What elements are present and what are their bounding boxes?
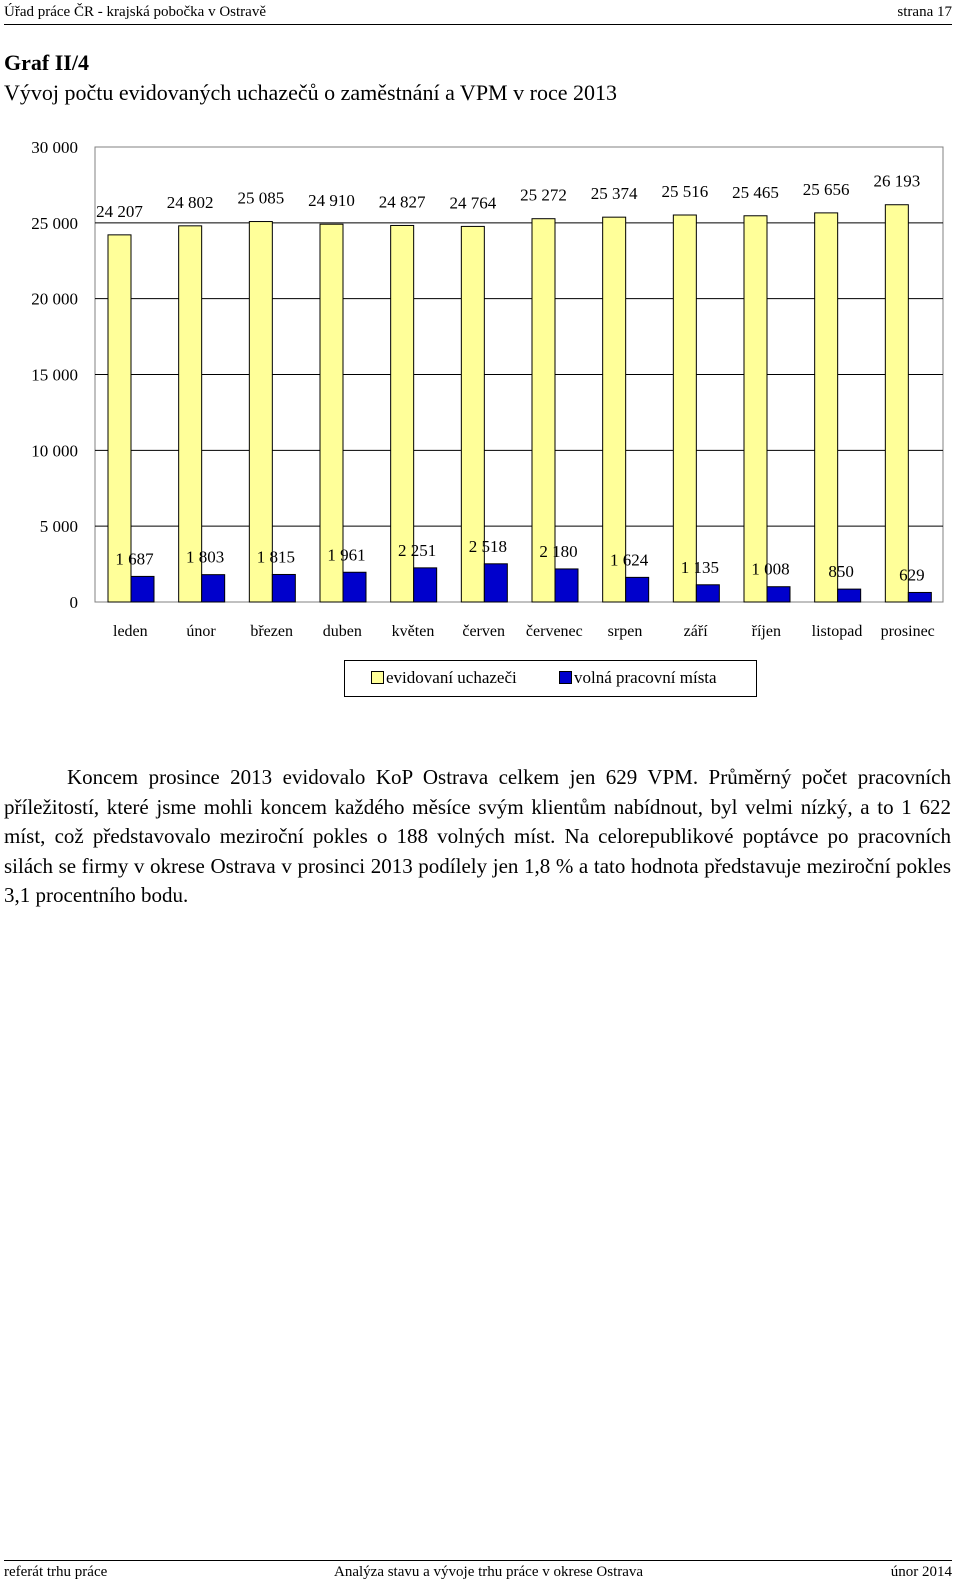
bar-vacancies	[696, 585, 719, 602]
x-category-label: březen	[250, 623, 293, 640]
x-category-label: srpen	[607, 623, 643, 640]
data-label-applicants: 24 207	[96, 201, 143, 221]
bar-vacancies	[908, 592, 931, 602]
data-label-vacancies: 1 687	[115, 549, 154, 569]
data-label-vacancies: 1 135	[680, 557, 719, 577]
bar-applicants	[744, 216, 767, 602]
legend-swatch-applicants	[371, 671, 384, 684]
legend-item-vacancies	[559, 668, 717, 688]
bar-vacancies	[414, 568, 437, 602]
x-category-label: listopad	[811, 623, 863, 640]
x-category-label: září	[683, 623, 708, 640]
bar-applicants	[249, 222, 272, 602]
footer-document-title: Analýza stavu a vývoje trhu práce v okrese Ostrava	[334, 1564, 644, 1580]
bar-vacancies	[343, 572, 366, 602]
bar-vacancies	[767, 587, 790, 602]
data-label-vacancies: 1 961	[327, 545, 366, 565]
bar-vacancies	[484, 564, 507, 602]
bar-chart	[0, 130, 960, 650]
bar-applicants	[179, 226, 202, 602]
commentary-text: Koncem prosince 2013 evidovalo KoP Ostrava celkem jen 629 VPM. Průměrný počet pracovních příležitostí, které jsme mohli koncem každého měsíce svým klientům nabídnout, byl velmi nízký, a to 1 622 míst, což představovalo meziroční pokles o 188 volných míst. Na celorepublikové poptávce po pracovních silách se firmy v okrese Ostrava v prosinci 2013 podílely jen 1,8 % a tato hodnota představuje meziroční pokles 3,1 procentního bodu.	[4, 765, 951, 907]
bar-vacancies	[626, 577, 649, 602]
commentary-paragraph	[4, 763, 951, 911]
data-label-applicants: 24 802	[166, 192, 214, 212]
data-label-applicants: 25 516	[661, 182, 709, 202]
data-label-applicants: 24 827	[378, 192, 426, 212]
bar-applicants	[108, 235, 131, 602]
data-label-vacancies: 2 251	[398, 540, 437, 560]
x-category-label: leden	[113, 623, 148, 640]
data-label-vacancies: 2 180	[539, 541, 578, 561]
data-label-vacancies: 1 803	[186, 547, 225, 567]
data-label-vacancies: 850	[828, 562, 854, 582]
data-label-applicants: 26 193	[873, 171, 921, 191]
legend-label-vacancies: volná pracovní místa	[574, 668, 717, 687]
figure-label: Graf II/4	[4, 50, 89, 75]
x-category-label: říjen	[751, 623, 781, 640]
data-label-vacancies: 1 008	[751, 559, 790, 579]
x-category-label: prosinec	[880, 623, 935, 640]
y-tick-label: 25 000	[31, 213, 78, 233]
data-label-applicants: 24 764	[449, 193, 497, 213]
bar-vacancies	[131, 576, 154, 602]
bar-applicants	[815, 213, 838, 602]
data-label-vacancies: 1 815	[256, 547, 295, 567]
bar-applicants	[673, 215, 696, 602]
bar-vacancies	[272, 574, 295, 602]
y-tick-label: 10 000	[31, 441, 78, 461]
figure-title: Vývoj počtu evidovaných uchazečů o zaměstnání a VPM v roce 2013	[4, 80, 617, 105]
y-tick-label: 5 000	[39, 517, 78, 537]
x-category-label: duben	[322, 623, 362, 640]
legend-item-applicants	[371, 668, 517, 688]
bar-vacancies	[202, 575, 225, 602]
data-label-vacancies: 1 624	[610, 550, 649, 570]
page-header	[4, 2, 952, 25]
bar-vacancies	[838, 589, 861, 602]
bar-vacancies	[555, 569, 578, 602]
x-category-label: červenec	[525, 623, 583, 640]
y-tick-label: 15 000	[31, 365, 78, 385]
header-office: Úřad práce ČR - krajská pobočka v Ostravě	[4, 4, 266, 20]
data-label-applicants: 25 656	[802, 179, 850, 199]
data-label-applicants: 25 374	[590, 184, 638, 204]
x-category-label: únor	[186, 623, 216, 640]
bar-applicants	[603, 217, 626, 602]
x-category-label: červen	[462, 623, 505, 640]
legend-label-applicants: evidovaní uchazeči	[386, 668, 517, 687]
footer-department: referát trhu práce	[4, 1564, 108, 1580]
data-label-applicants: 24 910	[308, 191, 355, 211]
y-tick-label: 30 000	[31, 138, 78, 157]
data-label-applicants: 25 085	[237, 188, 285, 208]
y-tick-label: 0	[69, 593, 78, 612]
legend-swatch-vacancies	[559, 671, 572, 684]
y-tick-label: 20 000	[31, 289, 78, 309]
header-page-number: strana 17	[897, 4, 952, 20]
data-label-vacancies: 2 518	[468, 536, 507, 556]
page-footer	[4, 1560, 952, 1583]
data-label-vacancies: 629	[899, 565, 925, 585]
bar-applicants	[885, 205, 908, 602]
footer-date: únor 2014	[890, 1564, 952, 1580]
chart-legend	[344, 660, 757, 697]
data-label-applicants: 25 272	[520, 185, 567, 205]
data-label-applicants: 25 465	[732, 182, 779, 202]
x-category-label: květen	[391, 623, 435, 640]
